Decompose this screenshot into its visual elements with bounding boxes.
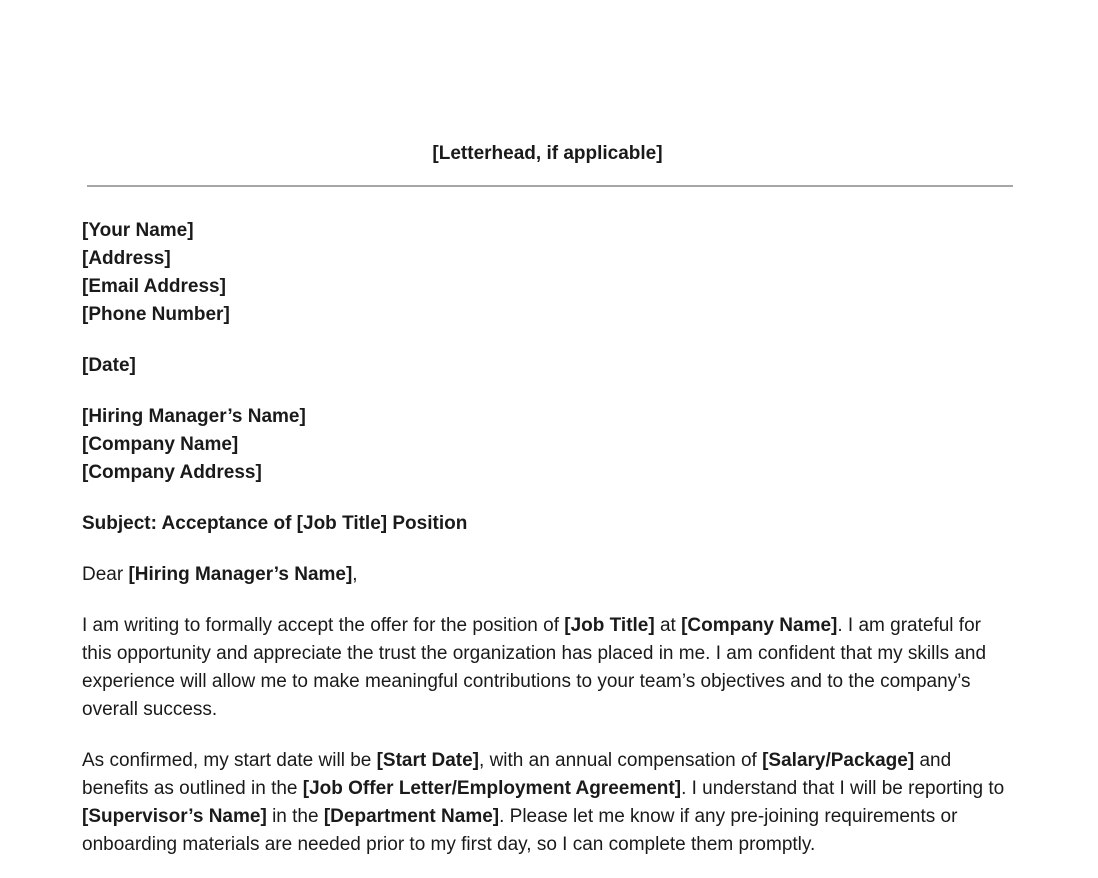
- text-run: at: [654, 615, 682, 636]
- letterhead-placeholder: [Letterhead, if applicable]: [432, 143, 663, 164]
- text-run: and benefits as outlined in the: [82, 750, 952, 799]
- text-run: I am writing to formally accept the offer for the position of: [82, 615, 565, 636]
- text-run: in the: [266, 806, 324, 827]
- recipient-manager-line: [Hiring Manager’s Name]: [82, 406, 306, 427]
- placeholder-field: [Supervisor’s Name]: [82, 806, 267, 827]
- subject-line: Subject: Acceptance of [Job Title] Position: [82, 513, 468, 534]
- letterhead-divider: [87, 185, 1013, 187]
- placeholder-field: [Hiring Manager’s Name]: [128, 564, 353, 585]
- placeholder-field: [Salary/Package]: [762, 750, 915, 771]
- text-run: ,: [352, 564, 358, 585]
- recipient-company-line: [Company Name]: [82, 434, 239, 455]
- sender-name-line: [Your Name]: [82, 220, 194, 241]
- sender-address-line: [Address]: [82, 248, 171, 269]
- sender-phone-line: [Phone Number]: [82, 304, 230, 325]
- date-line: [Date]: [82, 355, 136, 376]
- placeholder-field: [Start Date]: [376, 750, 480, 771]
- text-run: Dear: [82, 564, 129, 585]
- sender-block: [82, 217, 1013, 329]
- paragraph-acceptance: [82, 612, 1013, 724]
- text-run: . Please let me know if any pre-joining requirements or onboarding materials are needed prior to my first day, so I can complete them promptly.: [82, 806, 958, 855]
- text-run: As confirmed, my start date will be: [82, 750, 377, 771]
- placeholder-field: [Job Title]: [564, 615, 655, 636]
- paragraph-start-date: [82, 747, 1013, 859]
- placeholder-field: [Department Name]: [323, 806, 500, 827]
- placeholder-field: [Job Offer Letter/Employment Agreement]: [302, 778, 682, 799]
- salutation: [82, 561, 1013, 589]
- sender-email-line: [Email Address]: [82, 276, 226, 297]
- text-run: . I am grateful for this opportunity and appreciate the trust the organization has placed in me. I am confident that my skills and experience will allow me to make meaningful contributions to your team’s objectives and to the company’s overall success.: [82, 615, 987, 720]
- recipient-block: [82, 403, 1013, 487]
- placeholder-field: [Company Name]: [681, 615, 838, 636]
- text-run: . I understand that I will be reporting to: [681, 778, 1005, 799]
- recipient-company-address-line: [Company Address]: [82, 462, 262, 483]
- text-run: , with an annual compensation of: [479, 750, 763, 771]
